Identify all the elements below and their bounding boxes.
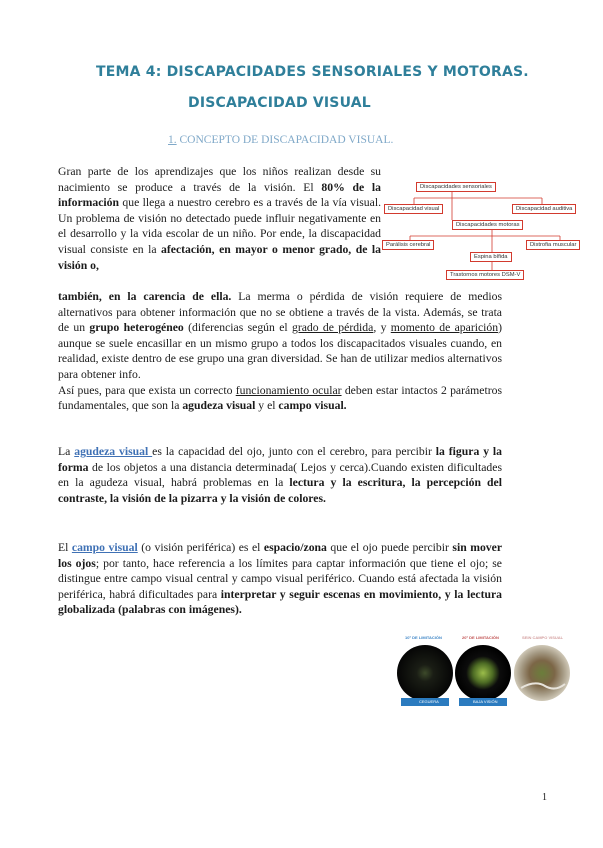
diagram-node-auditiva: Discapacidad auditiva <box>512 204 576 214</box>
text-run: Gran parte de los aprendizajes que los niños realizan desde su nacimiento se produce a través de la visión. El <box>58 165 381 194</box>
page-number: 1 <box>542 792 547 803</box>
underlined-run: momento de aparición <box>390 321 499 335</box>
text-run: ) aunque se suele encasillar en un mismo grupo a todos los discapacitados visuales cuando, en realidad, existe dentro de ese grupo una gran diversidad. Se han de utilizar medios alternativos para obtener info. <box>58 321 503 381</box>
image-caption-2: BAJA VISIÓN <box>473 699 498 704</box>
agudeza-visual-link[interactable]: agudeza visual <box>74 445 153 458</box>
diagram-node-visual: Discapacidad visual <box>384 204 443 214</box>
document-title-line-1: TEMA 4: DISCAPACIDADES SENSORIALES Y MOTORAS. <box>96 64 529 80</box>
text-run: deben estar intactos 2 parámetros fundamentales, que son la <box>58 383 502 413</box>
text-run: La <box>58 445 75 458</box>
bold-run: también, en la carencia de ella. <box>58 290 232 303</box>
section-heading <box>168 134 393 146</box>
diagram-node-paralisis: Parálisis cerebral <box>382 240 434 250</box>
image-caption-1: CEGUERA <box>419 699 439 704</box>
diagram-node-espina: Espina bífida <box>470 252 512 262</box>
bold-run: campo visual. <box>278 399 347 413</box>
text-run: (diferencias según el <box>183 321 292 335</box>
diagram-node-distrofia: Distrofia muscular <box>526 240 580 250</box>
diagram-node-root: Discapacidades sensoriales <box>416 182 496 192</box>
diagram-node-motoras: Discapacidades motoras <box>452 220 523 230</box>
bold-run: la figura y la forma <box>58 445 503 474</box>
diagram-node-trastornos: Trastornos motores DSM-V <box>446 270 524 280</box>
text-run: ; por tanto, hace referencia a los límites para captar información que tiene el ojo; se distingue entre campo visual central y campo visual periférico. Cuando está afectada la visión periférica, habrá dificultades para <box>58 556 502 601</box>
image-label-3: SEIN CAMPO VISUAL <box>522 635 564 640</box>
text-run: que el ojo puede percibir <box>326 541 453 554</box>
text-run: que llega a nuestro cerebro es a través de la vía visual. Un problema de visión no detectado puede influir negativamente en el desarrollo y la vida escolar de un niño. Por ende, la discapacidad visual consiste en la <box>58 196 381 256</box>
underlined-run: funcionamiento ocular <box>235 383 342 397</box>
image-label-2: 20° DE LIMITACIÓN <box>462 635 499 640</box>
visual-field-illustration <box>395 632 573 720</box>
text-run: Así pues, para que exista un correcto <box>58 383 236 397</box>
bold-run: agudeza visual <box>182 399 256 413</box>
bold-run: interpretar y seguir escenas en movimiento, y la lectura globalizada (palabras con imágenes). <box>58 587 502 617</box>
low-vision-image <box>455 645 511 701</box>
disability-types-diagram <box>382 178 592 286</box>
text-run: (o visión periférica) es el <box>137 541 264 554</box>
blindness-image <box>397 645 453 701</box>
text-run: es la capacidad del ojo, junto con el cerebro, para percibir <box>152 445 436 458</box>
text-run: La merma o pérdida de visión requiere de medios alternativos para obtener información que no se obtiene a través de la vista. Además, se trata de un <box>58 290 503 335</box>
campo-visual-link[interactable]: campo visual <box>71 541 138 554</box>
document-title-line-2: DISCAPACIDAD VISUAL <box>188 95 371 111</box>
paragraph-intro-wrapped <box>58 164 381 273</box>
bold-run: espacio/zona <box>263 541 327 554</box>
bold-run: afectación, en mayor o menor grado, de la visión o, <box>58 242 381 272</box>
paragraph-campo-visual <box>58 540 502 618</box>
section-title: CONCEPTO DE DISCAPACIDAD VISUAL. <box>176 134 394 146</box>
section-number: 1. <box>168 134 177 146</box>
text-run: , y <box>373 321 391 335</box>
paragraph-intro-full <box>58 289 502 414</box>
text-run: y el <box>255 399 279 413</box>
text-run: El <box>58 541 72 554</box>
image-label-1: 10° DE LIMITACIÓN <box>405 635 442 640</box>
text-run: de los objetos a una distancia determinada( Lejos y cerca).Cuando existen dificultades en la agudeza visual, habrá problemas en la <box>58 460 502 490</box>
paragraph-agudeza-visual <box>58 444 502 506</box>
bold-run: grupo heterogéneo <box>89 321 184 335</box>
underlined-run: grado de pérdida <box>291 321 374 335</box>
normal-field-image <box>514 645 570 701</box>
visual-field-images <box>395 632 573 720</box>
bold-run: lectura y la escritura, la percepción del contraste, la visión de la pizarra y la visión de colores. <box>58 476 502 505</box>
bold-run: sin mover los ojos <box>58 541 503 570</box>
bold-run: 80% de la información <box>58 180 382 210</box>
